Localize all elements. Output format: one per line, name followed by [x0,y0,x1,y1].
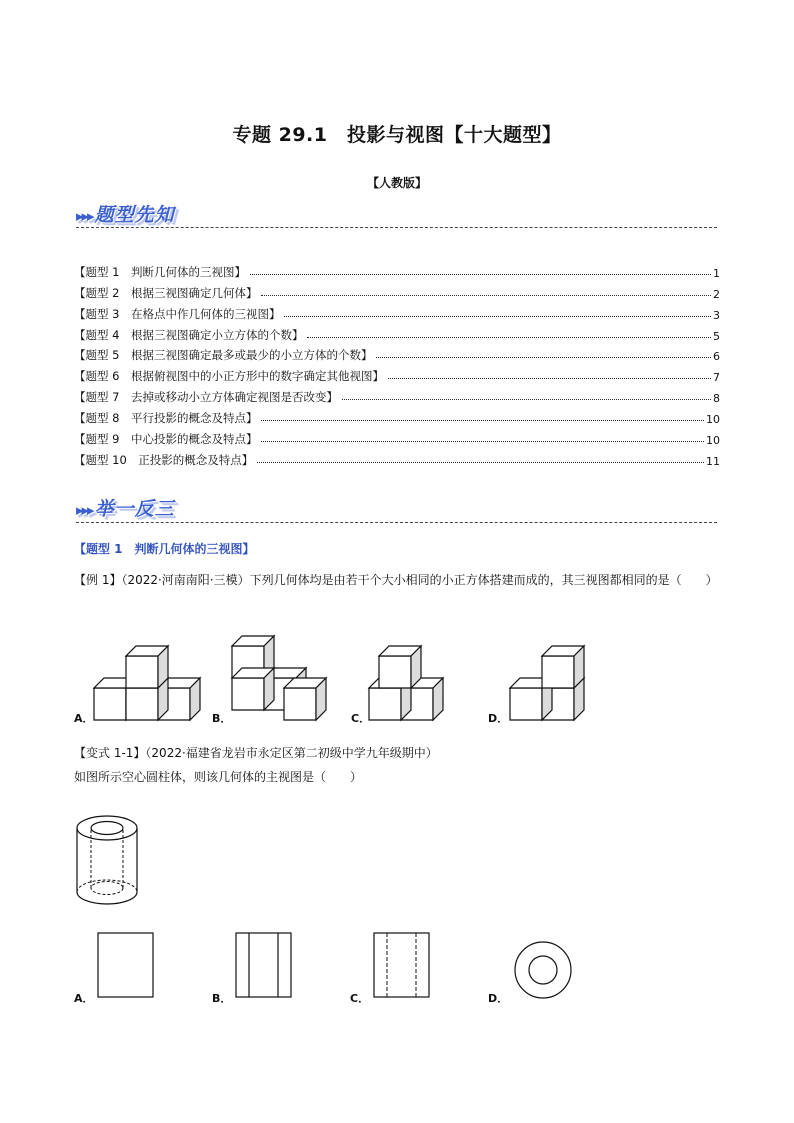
toc-leader [376,356,711,358]
toc-leader [307,336,711,338]
variant-option-b-label[interactable]: B． [212,992,232,1005]
variant-option-c-label[interactable]: C． [350,992,370,1005]
banner-practice [76,494,175,521]
hollow-cylinder-figure [70,806,146,912]
option-c-label[interactable]: C． [351,712,371,725]
variant-tag: 【变式 1-1】 [74,746,146,760]
triple-arrow-icon: ▸▸▸ [76,207,93,225]
divider-preview [76,227,717,228]
toc-page: 11 [706,454,720,468]
variant-option-c-figure [372,931,432,1001]
toc-row-6[interactable] [74,363,720,384]
divider-practice [76,522,717,523]
variant-option-a-label[interactable]: A． [74,992,94,1005]
toc-label: 【题型 6 根据俯视图中的小正方形中的数字确定其他视图】 [74,369,384,384]
example-source: （2022·河南南阳·三模） [121,573,250,587]
example-1 [74,568,722,592]
variant-source: （2022·福建省龙岩市永定区第二初级中学九年级期中） [145,746,438,760]
toc-leader [257,461,704,463]
toc-label: 【题型 7 去掉或移动小立方体确定视图是否改变】 [74,390,338,405]
variant-text: 如图所示空心圆柱体，则该几何体的主视图是（ ） [74,770,363,784]
toc-row-1[interactable] [74,259,720,280]
option-b-cubes [228,630,338,725]
toc-page: 8 [713,392,720,406]
banner-preview [76,200,175,227]
variant-option-d-figure [512,939,574,1001]
toc-leader [261,440,704,442]
toc-leader [342,398,711,400]
toc-page: 10 [706,413,720,427]
variant-option-b-figure [234,931,294,1001]
triple-arrow-icon: ▸▸▸ [76,501,93,519]
toc-row-10[interactable] [74,447,720,468]
toc-label: 【题型 8 平行投影的概念及特点】 [74,411,258,426]
toc-leader [261,419,704,421]
option-c-cubes [365,632,470,725]
toc-row-7[interactable] [74,384,720,405]
toc-row-3[interactable] [74,301,720,322]
toc-label: 【题型 4 根据三视图确定小立方体的个数】 [74,327,304,342]
toc-page: 3 [713,308,720,322]
table-of-contents [74,259,720,468]
page-title: 专题 29.1 投影与视图【十大题型】 [232,124,562,146]
toc-page: 1 [713,266,720,280]
toc-page: 10 [706,434,720,448]
variant-option-a-figure [96,931,156,1001]
toc-page: 7 [713,371,720,385]
example-tag: 【例 1】 [74,573,122,587]
banner-preview-text: 题型先知 [94,204,175,226]
example-text: 下列几何体均是由若干个大小相同的小正方体搭建而成的，其三视图都相同的是（ ） [249,573,718,587]
toc-label: 【题型 10 正投影的概念及特点】 [74,452,254,467]
toc-row-9[interactable] [74,426,720,447]
toc-row-2[interactable] [74,280,720,301]
toc-label: 【题型 5 根据三视图确定最多或最少的小立方体的个数】 [74,348,373,363]
toc-row-8[interactable] [74,405,720,426]
variant-option-d-label[interactable]: D． [488,992,509,1005]
option-d-cubes [504,640,609,725]
toc-page: 6 [713,350,720,364]
variant-1-1 [74,741,722,789]
option-a-cubes [88,640,208,725]
toc-row-5[interactable] [74,343,720,364]
option-a-label[interactable]: A． [74,712,94,725]
toc-leader [261,294,711,296]
toc-label: 【题型 2 根据三视图确定几何体】 [74,285,258,300]
toc-label: 【题型 9 中心投影的概念及特点】 [74,432,258,447]
toc-label: 【题型 1 判断几何体的三视图】 [74,264,246,279]
option-d-label[interactable]: D． [488,712,509,725]
toc-leader [250,273,711,275]
toc-page: 2 [713,287,720,301]
banner-practice-text: 举一反三 [94,498,175,520]
toc-label: 【题型 3 在格点中作几何体的三视图】 [74,306,281,321]
toc-leader [284,315,711,317]
section-heading: 【题型 1 判断几何体的三视图】 [74,542,255,556]
toc-leader [388,377,711,379]
option-b-label[interactable]: B． [212,712,232,725]
edition-label: 【人教版】 [366,176,427,190]
toc-row-4[interactable] [74,322,720,343]
toc-page: 5 [713,329,720,343]
